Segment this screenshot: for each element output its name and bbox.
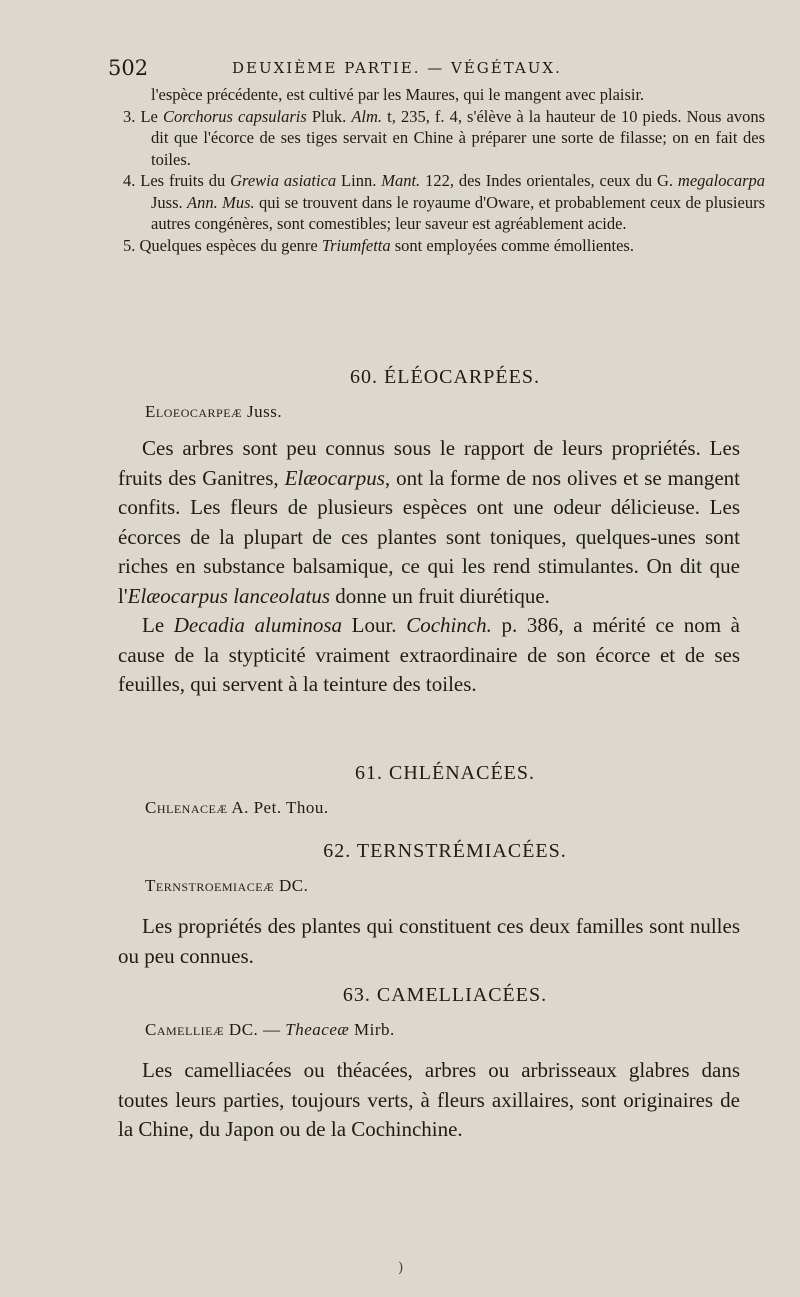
section-62-family: Ternstroemiaceæ DC.	[145, 876, 309, 895]
note-5: 5. Quelques espèces du genre Triumfetta sont employées comme émollientes.	[123, 235, 634, 255]
page-header	[108, 56, 748, 86]
section-60-family: Eloeocarpeæ Juss.	[145, 402, 283, 421]
section-63-family: Camellieæ DC. — Theaceæ Mirb.	[145, 1020, 395, 1039]
page-number: 502	[108, 56, 149, 80]
section-63-title: 63. CAMELLIACÉES.	[342, 984, 548, 1006]
section-62-title: 62. TERNSTRÉMIACÉES.	[323, 840, 567, 862]
note-3: 3. Le Corchorus capsularis Pluk. Alm. t, 235, f. 4, s'élève à la hauteur de 10 pieds. Nous avons dit que l'écorce de ses tiges servait en Chine à préparer une sorte de filasse; on en fait des toiles.	[123, 106, 766, 169]
section-60-title: 60. ÉLÉOCARPÉES.	[350, 366, 540, 388]
running-title: DEUXIÈME PARTIE. — VÉGÉTAUX.	[232, 59, 562, 77]
section-62-text	[118, 912, 740, 971]
section-63-text	[118, 1056, 740, 1145]
paragraph: Ces arbres sont peu connus sous le rapport de leurs propriétés. Les fruits des Ganitres, Elæocarpus, ont la forme de nos olives et se mangent confits. Les fleurs de plusieurs espèces ont une odeur délicieuse. Les écorces de la plupart de ces plantes sont toniques, quelques-unes sont riches en substance balsamique, ce qui les rend stimulantes. On dit que l'Elæocarpus lanceolatus donne un fruit diurétique.	[118, 436, 740, 608]
section-61-family: Chlenaceæ A. Pet. Thou.	[145, 798, 329, 817]
paragraph: Les camelliacées ou théacées, arbres ou arbrisseaux glabres dans toutes leurs parties, toujours verts, à fleurs axillaires, sont originaires de la Chine, du Japon ou de la Cochinchine.	[118, 1058, 740, 1141]
note-continuation: l'espèce précédente, est cultivé par les Maures, qui le mangent avec plaisir.	[151, 85, 645, 104]
paragraph: Les propriétés des plantes qui constituent ces deux familles sont nulles ou peu connues.	[118, 914, 740, 968]
paragraph: Le Decadia aluminosa Lour. Cochinch. p. 386, a mérité ce nom à cause de la stypticité vraiment extraordinaire de son écorce et de ses feuilles, qui servent à la teinture des toiles.	[118, 613, 740, 696]
section-61-title: 61. CHLÉNACÉES.	[355, 762, 535, 784]
footer-mark: )	[398, 1260, 404, 1276]
note-4: 4. Les fruits du Grewia asiatica Linn. Mant. 122, des Indes orientales, ceux du G. megalocarpa Juss. Ann. Mus. qui se trouvent dans le royaume d'Oware, et probablement ceux de plusieurs autres congénères, sont comestibles; leur saveur est agréablement acide.	[123, 171, 765, 233]
section-60-text	[118, 434, 740, 700]
notes-block	[123, 84, 765, 256]
